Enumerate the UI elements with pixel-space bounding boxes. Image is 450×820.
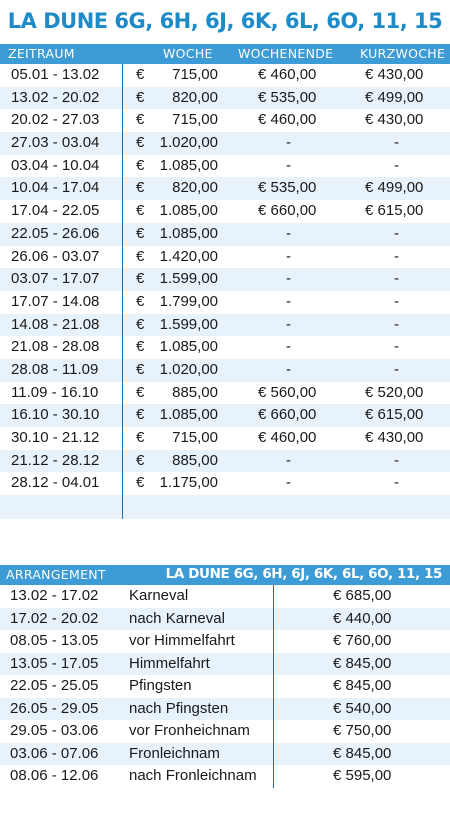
wochenende-cell: - [286, 451, 291, 469]
zeitraum-cell: 11.09 - 16.10 [11, 383, 99, 401]
zeitraum-cell: 21.08 - 28.08 [11, 338, 100, 356]
header-zeitraum: ZEITRAUM [8, 46, 75, 61]
date-cell: 29.05 - 03.06 [10, 722, 99, 739]
page-title: LA DUNE 6G, 6H, 6J, 6K, 6L, 6O, 11, 15 [7, 9, 443, 33]
table-row [0, 720, 450, 743]
wochenende-cell: - [286, 360, 291, 378]
kurzwoche-cell: - [394, 360, 399, 378]
price-cell: € 685,00 [333, 587, 392, 604]
event-cell: Himmelfahrt [129, 654, 210, 672]
kurzwoche-cell: € 430,00 [365, 111, 424, 129]
price-cell: € 750,00 [333, 722, 392, 739]
zeitraum-cell: 03.07 - 17.07 [11, 270, 100, 288]
wochenende-cell: € 535,00 [258, 179, 317, 197]
kurzwoche-cell: € 430,00 [365, 429, 424, 446]
arrangement-table-header [0, 565, 450, 585]
date-cell: 03.06 - 07.06 [10, 744, 99, 762]
zeitraum-cell: 30.10 - 21.12 [11, 429, 100, 446]
header-residence-name: LA DUNE 6G, 6H, 6J, 6K, 6L, 6O, 11, 15 [165, 566, 442, 582]
kurzwoche-cell: € 499,00 [365, 88, 424, 106]
date-cell: 13.02 - 17.02 [10, 587, 99, 604]
wochenende-cell: - [286, 156, 291, 174]
header-woche: WOCHE [163, 46, 213, 61]
event-cell: vor Himmelfahrt [129, 632, 235, 649]
woche-cell: 1.175,00 [159, 474, 218, 492]
header-kurzwoche: KURZWOCHE [360, 46, 446, 61]
event-cell: nach Pfingsten [129, 699, 229, 717]
wochenende-cell: € 660,00 [258, 202, 317, 220]
woche-cell: 820,00 [172, 88, 218, 106]
zeitraum-cell: 10.04 - 17.04 [11, 179, 100, 197]
woche-cell: 820,00 [172, 179, 218, 197]
price-cell: € 440,00 [333, 609, 392, 627]
woche-cell: 885,00 [172, 451, 218, 469]
table-row [0, 268, 450, 291]
currency-cell: € [136, 360, 145, 378]
wochenende-cell: € 560,00 [258, 383, 317, 401]
kurzwoche-cell: € 615,00 [365, 406, 424, 424]
currency-cell: € [136, 156, 145, 174]
woche-cell: 1.599,00 [159, 270, 218, 288]
kurzwoche-cell: € 520,00 [365, 383, 424, 401]
woche-cell: 1.799,00 [159, 292, 218, 310]
event-cell: Karneval [129, 587, 189, 604]
table-row [0, 743, 450, 766]
table-row [0, 675, 450, 698]
wochenende-cell: - [286, 338, 291, 356]
currency-cell: € [136, 429, 145, 446]
currency-cell: € [136, 66, 145, 83]
header-wochenende: WOCHENENDE [238, 46, 334, 61]
table-row [0, 585, 450, 608]
date-cell: 08.06 - 12.06 [10, 767, 99, 784]
zeitraum-cell: 05.01 - 13.02 [11, 66, 100, 83]
zeitraum-cell: 20.02 - 27.03 [11, 111, 100, 129]
price-cell: € 845,00 [333, 744, 392, 762]
currency-cell: € [136, 202, 145, 220]
wochenende-cell: - [286, 315, 291, 333]
zeitraum-cell: 26.06 - 03.07 [11, 247, 100, 265]
zeitraum-cell: 17.07 - 14.08 [11, 292, 100, 310]
zeitraum-cell: 13.02 - 20.02 [11, 88, 100, 106]
zeitraum-cell: 03.04 - 10.04 [11, 156, 100, 174]
date-cell: 26.05 - 29.05 [10, 699, 99, 717]
price-cell: € 540,00 [333, 699, 392, 717]
woche-cell: 1.085,00 [159, 156, 218, 174]
kurzwoche-cell: - [394, 474, 399, 492]
kurzwoche-cell: - [394, 224, 399, 242]
kurzwoche-cell: € 499,00 [365, 179, 424, 197]
arrangement-table [0, 565, 450, 788]
table-row [0, 336, 450, 359]
currency-cell: € [136, 292, 145, 310]
currency-cell: € [136, 247, 145, 265]
table-row [0, 109, 450, 132]
wochenende-cell: - [286, 247, 291, 265]
wochenende-cell: - [286, 292, 291, 310]
kurzwoche-cell: - [394, 156, 399, 174]
table-row [0, 765, 450, 788]
wochenende-cell: - [286, 474, 291, 492]
woche-cell: 1.599,00 [159, 315, 218, 333]
header-arrangement: ARRANGEMENT [6, 567, 106, 582]
table-row [0, 200, 450, 223]
woche-cell: 1.085,00 [159, 406, 218, 424]
table-row [0, 314, 450, 337]
kurzwoche-cell: - [394, 270, 399, 288]
wochenende-cell: - [286, 270, 291, 288]
arrangement-table-body [0, 585, 450, 788]
date-cell: 13.05 - 17.05 [10, 654, 99, 672]
kurzwoche-cell: - [394, 134, 399, 152]
currency-cell: € [136, 338, 145, 356]
table-row [0, 404, 450, 427]
event-cell: nach Karneval [129, 609, 225, 627]
zeitraum-cell: 27.03 - 03.04 [11, 134, 100, 152]
table-row [0, 653, 450, 676]
price-cell: € 595,00 [333, 767, 392, 784]
price-table-body [0, 64, 450, 519]
event-cell: vor Fronheichnam [129, 722, 250, 739]
wochenende-cell: € 460,00 [258, 429, 317, 446]
table-row [0, 87, 450, 110]
currency-cell: € [136, 406, 145, 424]
kurzwoche-cell: - [394, 338, 399, 356]
price-cell: € 845,00 [333, 677, 392, 694]
currency-cell: € [136, 474, 145, 492]
woche-cell: 1.085,00 [159, 224, 218, 242]
currency-cell: € [136, 270, 145, 288]
currency-cell: € [136, 134, 145, 152]
kurzwoche-cell: - [394, 315, 399, 333]
table-row [0, 382, 450, 405]
table-row [0, 132, 450, 155]
woche-cell: 1.020,00 [159, 134, 218, 152]
table-row [0, 246, 450, 269]
wochenende-cell: € 460,00 [258, 66, 317, 83]
table-row [0, 698, 450, 721]
woche-cell: 715,00 [172, 66, 218, 83]
zeitraum-cell: 21.12 - 28.12 [11, 451, 100, 469]
price-table [0, 44, 450, 519]
currency-cell: € [136, 179, 145, 197]
kurzwoche-cell: - [394, 451, 399, 469]
woche-cell: 1.020,00 [159, 360, 218, 378]
table-row [0, 630, 450, 653]
wochenende-cell: € 460,00 [258, 111, 317, 129]
zeitraum-cell: 28.08 - 11.09 [11, 360, 99, 378]
woche-cell: 715,00 [172, 429, 218, 446]
woche-cell: 885,00 [172, 383, 218, 401]
woche-cell: 1.420,00 [159, 247, 218, 265]
event-cell: nach Fronleichnam [129, 767, 257, 784]
wochenende-cell: € 660,00 [258, 406, 317, 424]
kurzwoche-cell: - [394, 247, 399, 265]
price-cell: € 845,00 [333, 654, 392, 672]
woche-cell: 715,00 [172, 111, 218, 129]
date-cell: 08.05 - 13.05 [10, 632, 99, 649]
currency-cell: € [136, 88, 145, 106]
table-row [0, 155, 450, 178]
wochenende-cell: - [286, 224, 291, 242]
price-table-header [0, 44, 450, 64]
wochenende-cell: - [286, 134, 291, 152]
woche-cell: 1.085,00 [159, 202, 218, 220]
currency-cell: € [136, 315, 145, 333]
zeitraum-cell: 17.04 - 22.05 [11, 202, 100, 220]
zeitraum-cell: 16.10 - 30.10 [11, 406, 100, 424]
zeitraum-cell: 22.05 - 26.06 [11, 224, 100, 242]
zeitraum-cell: 14.08 - 21.08 [11, 315, 100, 333]
wochenende-cell: € 535,00 [258, 88, 317, 106]
kurzwoche-cell: € 430,00 [365, 66, 424, 83]
table-row [0, 291, 450, 314]
woche-cell: 1.085,00 [159, 338, 218, 356]
event-cell: Fronleichnam [129, 744, 220, 762]
currency-cell: € [136, 111, 145, 129]
table-row [0, 608, 450, 631]
table-row [0, 450, 450, 473]
table-row [0, 223, 450, 246]
table-row [0, 427, 450, 450]
currency-cell: € [136, 451, 145, 469]
currency-cell: € [136, 224, 145, 242]
table-row [0, 472, 450, 495]
table-row-empty [0, 495, 450, 519]
zeitraum-cell: 28.12 - 04.01 [11, 474, 100, 492]
kurzwoche-cell: - [394, 292, 399, 310]
price-cell: € 760,00 [333, 632, 392, 649]
event-cell: Pfingsten [129, 677, 192, 694]
kurzwoche-cell: € 615,00 [365, 202, 424, 220]
table-row [0, 177, 450, 200]
date-cell: 17.02 - 20.02 [10, 609, 99, 627]
date-cell: 22.05 - 25.05 [10, 677, 99, 694]
table-row [0, 359, 450, 382]
table-row [0, 64, 450, 87]
currency-cell: € [136, 383, 145, 401]
